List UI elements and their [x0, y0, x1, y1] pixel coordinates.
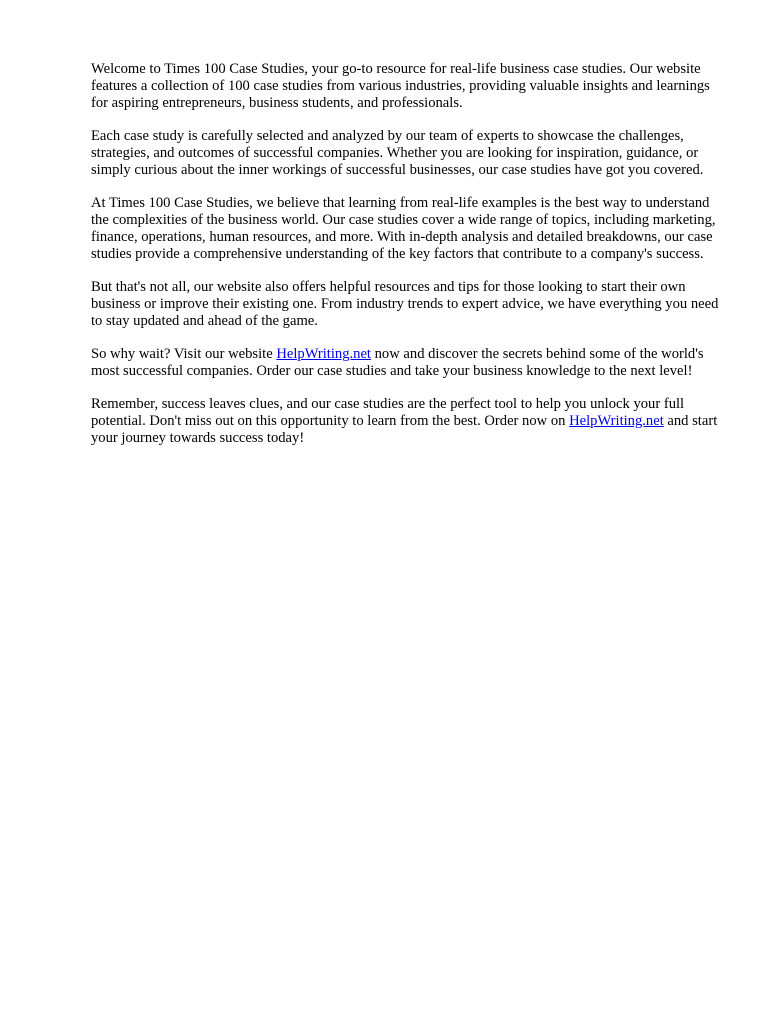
paragraph-text: So why wait? Visit our website [91, 346, 277, 362]
paragraph-text: Each case study is carefully selected and analyzed by our team of experts to showcase the challenges, strategies, and outcomes of successful companies. Whether you are looking for inspiration, guidance, or simply curious about the inner workings of successful businesses, our case studies have got you covered. [91, 128, 704, 178]
paragraph-text: But that's not all, our website also offers helpful resources and tips for those looking to start their own business or improve their existing one. From industry trends to expert advice, we have everything you need to stay updated and ahead of the game. [91, 279, 719, 329]
paragraph-learning-approach [91, 195, 721, 263]
paragraph-visit-website [91, 346, 721, 380]
document-body [91, 61, 721, 463]
paragraph-call-to-action [91, 396, 721, 447]
paragraph-text: Welcome to Times 100 Case Studies, your go-to resource for real-life business case studies. Our website features a collection of 100 case studies from various industries, providing valuable insights and learnings for aspiring entrepreneurs, business students, and professionals. [91, 61, 710, 111]
paragraph-resources [91, 279, 721, 330]
helpwriting-link[interactable]: HelpWriting.net [569, 413, 664, 429]
paragraph-welcome [91, 61, 721, 112]
paragraph-text: now and discover the secrets behind some of the world's most successful companies. Order our case studies and take your business knowledge to the next level! [91, 346, 704, 379]
paragraph-text: and start your journey towards success today! [91, 413, 718, 446]
helpwriting-link[interactable]: HelpWriting.net [276, 346, 371, 362]
paragraph-text: Remember, success leaves clues, and our case studies are the perfect tool to help you unlock your full potential. Don't miss out on this opportunity to learn from the best. Order now on [91, 396, 685, 429]
paragraph-text: At Times 100 Case Studies, we believe that learning from real-life examples is the best way to understand the complexities of the business world. Our case studies cover a wide range of topics, including marketing, finance, operations, human resources, and more. With in-depth analysis and detailed breakdowns, our case studies provide a comprehensive understanding of the key factors that contribute to a company's success. [91, 195, 716, 262]
paragraph-case-study-selection [91, 128, 721, 179]
